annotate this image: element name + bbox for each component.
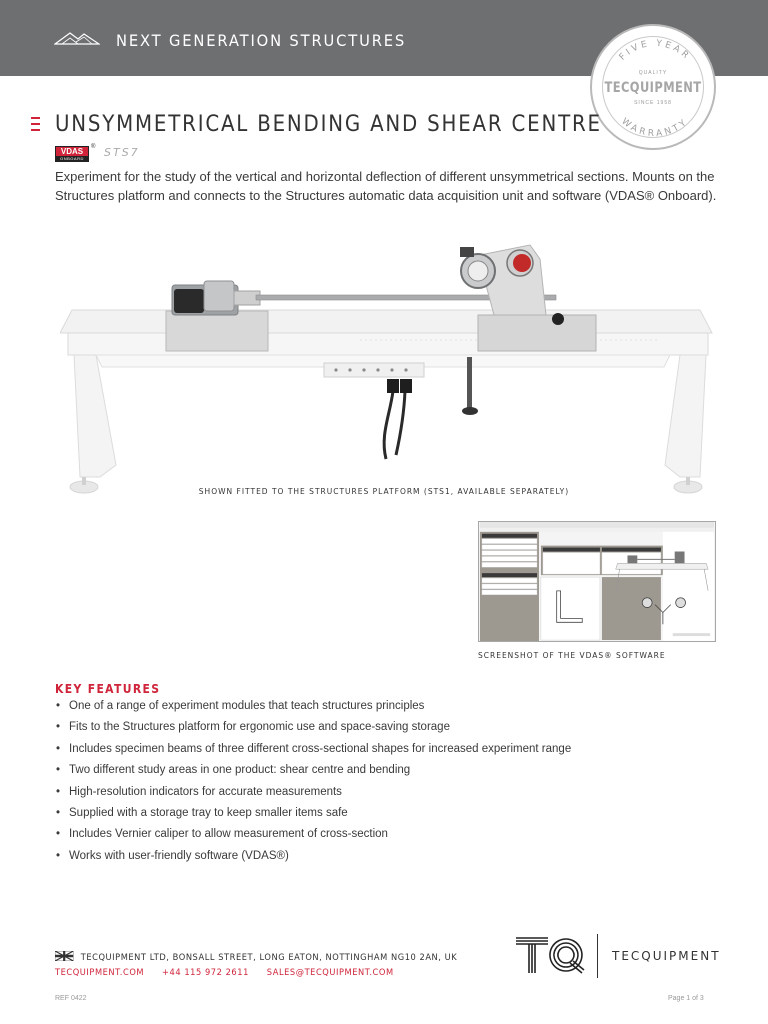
intro-paragraph: Experiment for the study of the vertical and horizontal deflection of different unsymmetrical sections. Mounts on the Structures platform and connects to the Structures automatic data acquisition unit and software (VDAS® Onboard). [55,169,717,203]
badge-name: TECQUIPMENT [604,80,702,96]
vdas-registered-mark: ® [91,144,96,150]
footer-company-name: TECQUIPMENT [612,949,721,963]
list-item: • Includes specimen beams of three different cross-sectional shapes for increased experiment range [55,742,735,757]
page-title: UNSYMMETRICAL BENDING AND SHEAR CENTRE [55,112,602,137]
footer-divider [597,934,598,978]
vdas-logo-bottom: ONBOARD [56,156,88,161]
list-item: • One of a range of experiment modules that teach structures principles [55,699,735,714]
key-features-list [55,699,735,870]
badge-quality: QUALITY [638,70,668,76]
vdas-onboard-logo [55,146,89,162]
screenshot-caption: SCREENSHOT OF THE VDAS® SOFTWARE [478,651,666,660]
uk-flag-icon [55,951,73,961]
footer-address: TECQUIPMENT LTD, BONSALL STREET, LONG EATON, NOTTINGHAM NG10 2AN, UK [80,953,458,963]
footer-phone[interactable]: +44 115 972 2611 [162,968,249,978]
list-item: • High-resolution indicators for accurate measurements [55,785,735,800]
list-item: • Fits to the Structures platform for ergonomic use and space-saving storage [55,720,735,735]
photo-caption: SHOWN FITTED TO THE STRUCTURES PLATFORM (STS1, AVAILABLE SEPARATELY) [198,487,570,496]
product-photo [60,215,720,505]
list-item: • Includes Vernier caliper to allow measurement of cross-section [55,827,735,842]
reference-number: REF 0422 [55,995,87,1002]
page-number: Page 1 of 3 [668,995,704,1002]
list-item: • Two different study areas in one product: shear centre and bending [55,763,735,778]
footer-email-link[interactable]: SALES@TECQUIPMENT.COM [266,968,394,978]
footer-contact [55,968,408,978]
svg-text:WARRANTY [619,117,690,139]
software-screenshot [478,521,716,642]
list-item: • Supplied with a storage tray to keep smaller items safe [55,806,735,821]
tq-logo-icon [514,935,586,975]
warranty-badge [590,24,716,150]
title-mark-icon [31,117,40,135]
badge-bottom-text: WARRANTY [619,116,691,140]
svg-text:FIVE YEAR [618,39,693,63]
key-features-title: KEY FEATURES [55,682,161,696]
list-item: • Works with user-friendly software (VDAS®) [55,849,735,864]
badge-since: SINCE 1958 [634,100,672,106]
footer-website-link[interactable]: TECQUIPMENT.COM [55,968,145,978]
header-brand: NEXT GENERATION STRUCTURES [116,31,407,50]
vdas-logo-top: VDAS [56,147,88,156]
product-code: STS7 [104,146,140,159]
badge-top-text: FIVE YEAR [617,38,693,63]
mountain-logo-icon [54,30,100,46]
footer-address-line [55,951,457,963]
